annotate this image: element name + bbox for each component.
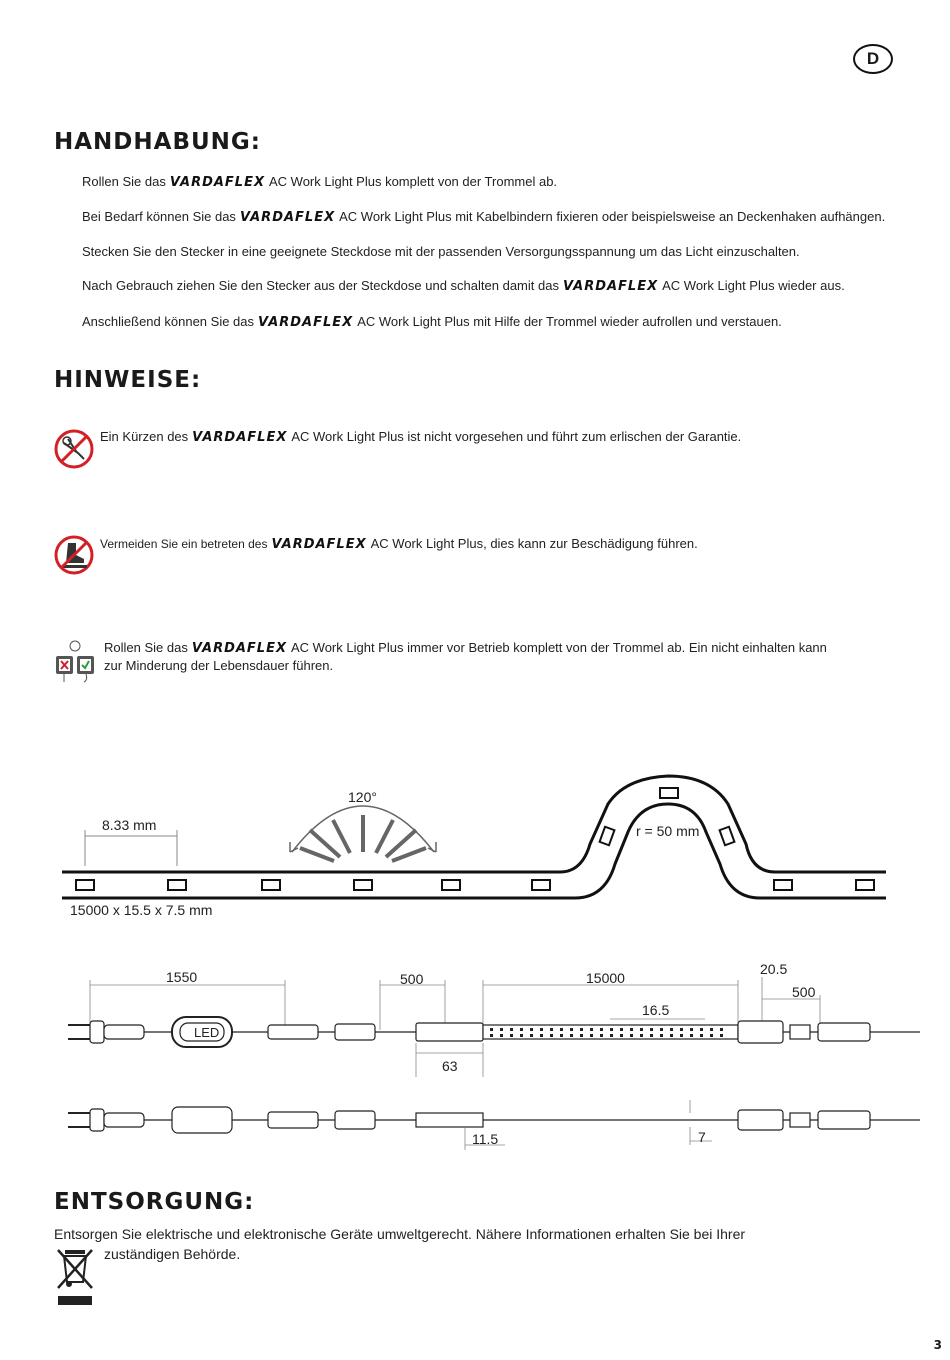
hinweis-3 xyxy=(104,639,894,674)
dim-7: 7 xyxy=(698,1129,706,1145)
brand-logo: VARDAFLEX xyxy=(239,210,336,225)
text: AC Work Light Plus immer vor Betrieb komplett von der Trommel ab. Ein nicht einhalten kann xyxy=(291,640,827,655)
handhabung-paragraph-1 xyxy=(82,173,892,191)
dimensions-label: 15000 x 15.5 x 7.5 mm xyxy=(70,902,213,918)
dim-500b: 500 xyxy=(792,984,816,1000)
pitch-dimension xyxy=(85,830,177,866)
handhabung-paragraph-4 xyxy=(82,277,892,295)
brand-logo: VARDAFLEX xyxy=(271,537,367,552)
text: Rollen Sie das xyxy=(104,640,188,655)
text: AC Work Light Plus ist nicht vorgesehen und führt zum erlischen der Garantie. xyxy=(291,429,742,444)
brand-logo: VARDAFLEX xyxy=(191,641,287,656)
dim-63: 63 xyxy=(442,1058,458,1074)
text: Bei Bedarf können Sie das xyxy=(82,209,236,224)
text: Anschließend können Sie das xyxy=(82,314,255,329)
brand-logo: VARDAFLEX xyxy=(169,175,265,190)
entsorgung-line-2: zuständigen Behörde. xyxy=(104,1246,241,1262)
text: AC Work Light Plus mit Kabelbindern fixieren oder beispielsweise an Deckenhaken aufhängen. xyxy=(339,209,886,224)
text: AC Work Light Plus, dies kann zur Beschädigung führen. xyxy=(370,536,698,551)
hinweis-1 xyxy=(100,428,900,446)
unroll-drum-icon xyxy=(54,640,96,684)
hinweis-2 xyxy=(100,535,900,553)
dim-20-5: 20.5 xyxy=(760,961,788,977)
brand-logo: VARDAFLEX xyxy=(258,315,354,330)
led-label: LED xyxy=(194,1025,220,1040)
no-stepping-icon xyxy=(54,535,94,575)
led-strip-diagram xyxy=(0,760,950,930)
text: Vermeiden Sie ein betreten des xyxy=(100,537,268,551)
section-title-entsorgung: ENTSORGUNG: xyxy=(54,1189,255,1215)
section-title-hinweise: HINWEISE: xyxy=(54,367,202,393)
handhabung-paragraph-5 xyxy=(82,313,892,331)
dim-16-5: 16.5 xyxy=(642,1002,670,1018)
no-cutting-icon xyxy=(54,429,94,469)
weee-crossed-bin-icon xyxy=(56,1244,94,1306)
entsorgung-line-1: Entsorgen Sie elektrische und elektronische Geräte umweltgerecht. Nähere Informationen erhalten Sie bei Ihrer xyxy=(54,1226,746,1242)
radius-label: r = 50 mm xyxy=(636,823,700,839)
text: AC Work Light Plus wieder aus. xyxy=(662,278,845,293)
beam-angle-rays xyxy=(300,815,426,861)
brand-logo: VARDAFLEX xyxy=(192,430,288,445)
pitch-label: 8.33 mm xyxy=(102,817,157,833)
dim-11-5: 11.5 xyxy=(472,1131,499,1147)
angle-label: 120° xyxy=(348,789,377,805)
section-title-handhabung: HANDHABUNG: xyxy=(54,129,261,155)
cable-dimension-diagram xyxy=(0,955,950,1155)
language-badge: D xyxy=(853,44,893,74)
text: Nach Gebrauch ziehen Sie den Stecker aus der Steckdose und schalten damit das xyxy=(82,278,559,293)
dim-15000: 15000 xyxy=(586,970,625,986)
brand-logo: VARDAFLEX xyxy=(562,279,659,294)
text: Ein Kürzen des xyxy=(100,429,189,444)
text: zur Minderung der Lebensdauer führen. xyxy=(104,658,334,673)
page-number: 3 xyxy=(933,1338,942,1352)
led-chips xyxy=(76,788,874,890)
text: AC Work Light Plus komplett von der Trommel ab. xyxy=(269,174,558,189)
handhabung-paragraph-2 xyxy=(82,208,892,226)
handhabung-paragraph-3: Stecken Sie den Stecker in eine geeignete Steckdose mit der passenden Versorgungsspannung um das Licht einzuschalten. xyxy=(82,244,800,259)
text: AC Work Light Plus mit Hilfe der Trommel wieder aufrollen und verstauen. xyxy=(357,314,782,329)
text: Rollen Sie das xyxy=(82,174,166,189)
dim-1550: 1550 xyxy=(166,969,198,985)
dim-500a: 500 xyxy=(400,971,424,987)
